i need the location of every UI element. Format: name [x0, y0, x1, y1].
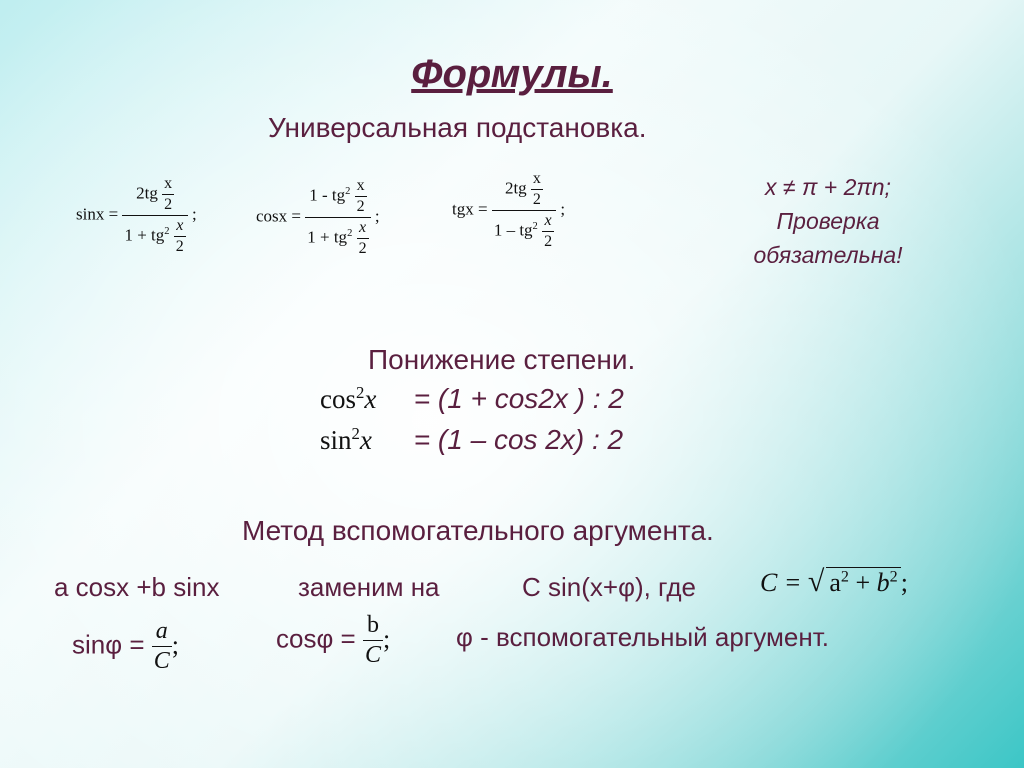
c-definition: C = √ $a^2 + b^2$ ;: [760, 565, 908, 598]
aux-expression: a cosx +b sinx: [54, 572, 220, 602]
cos-fraction: $1 - tg^2$ $\frac{x}{2}$ $1 + tg^2$ $\frac{x}{2}$: [305, 177, 370, 258]
cos-universal-formula: cosx = $1 - tg^2$ $\frac{x}{2}$ $1 + tg^2$ $\frac{x}{2}$ ;: [256, 177, 380, 257]
condition-note: [728, 170, 928, 272]
sin-universal-formula: sinx = 2tg $\frac{x}{2}$ $1 + tg^2$ $\frac{x}{2}$ ;: [76, 175, 197, 255]
tg-universal-formula: tgx = 2tg $\frac{x}{2}$ $1 - tg^2$ $\frac{x}{2}$ ;: [452, 170, 566, 250]
aux-target: C sin(x+φ), где: [522, 572, 696, 602]
mandatory-line: обязательна!: [753, 242, 903, 268]
sin-fraction: 2tg $\frac{x}{2}$ $1 + tg^2$ $\frac{x}{2}$: [122, 175, 187, 256]
reduction-heading: Понижение степени.: [368, 344, 636, 375]
sin-lhs: sinx =: [76, 204, 119, 224]
tg-lhs: tgx =: [452, 199, 488, 219]
tg-fraction: 2tg $\frac{x}{2}$ $1 - tg^2$ $\frac{x}{2}$: [492, 170, 556, 251]
condition-line: x ≠ π + 2πn;: [765, 174, 891, 200]
cos-phi-formula: cosφ = $\frac{b}{C}$ ;: [276, 612, 391, 668]
sin-phi-formula: sinφ = $\frac{a}{C}$ ;: [72, 618, 179, 674]
sin-reduction-formula: $\sin^2x = (1 - \cos 2x)$ : 2: [320, 424, 624, 456]
subtitle: Универсальная подстановка.: [268, 112, 647, 143]
aux-replace-text: заменим на: [298, 572, 440, 602]
check-line: Проверка: [776, 208, 880, 234]
phi-description: φ - вспомогательный аргумент.: [456, 622, 829, 652]
aux-heading: Метод вспомогательного аргумента.: [242, 515, 714, 546]
cos-lhs: cosx =: [256, 206, 301, 226]
cos-reduction-formula: $\cos^2x = (1 + \cos 2x$ ) : 2: [320, 383, 624, 415]
page-title: Формулы.: [411, 52, 613, 96]
